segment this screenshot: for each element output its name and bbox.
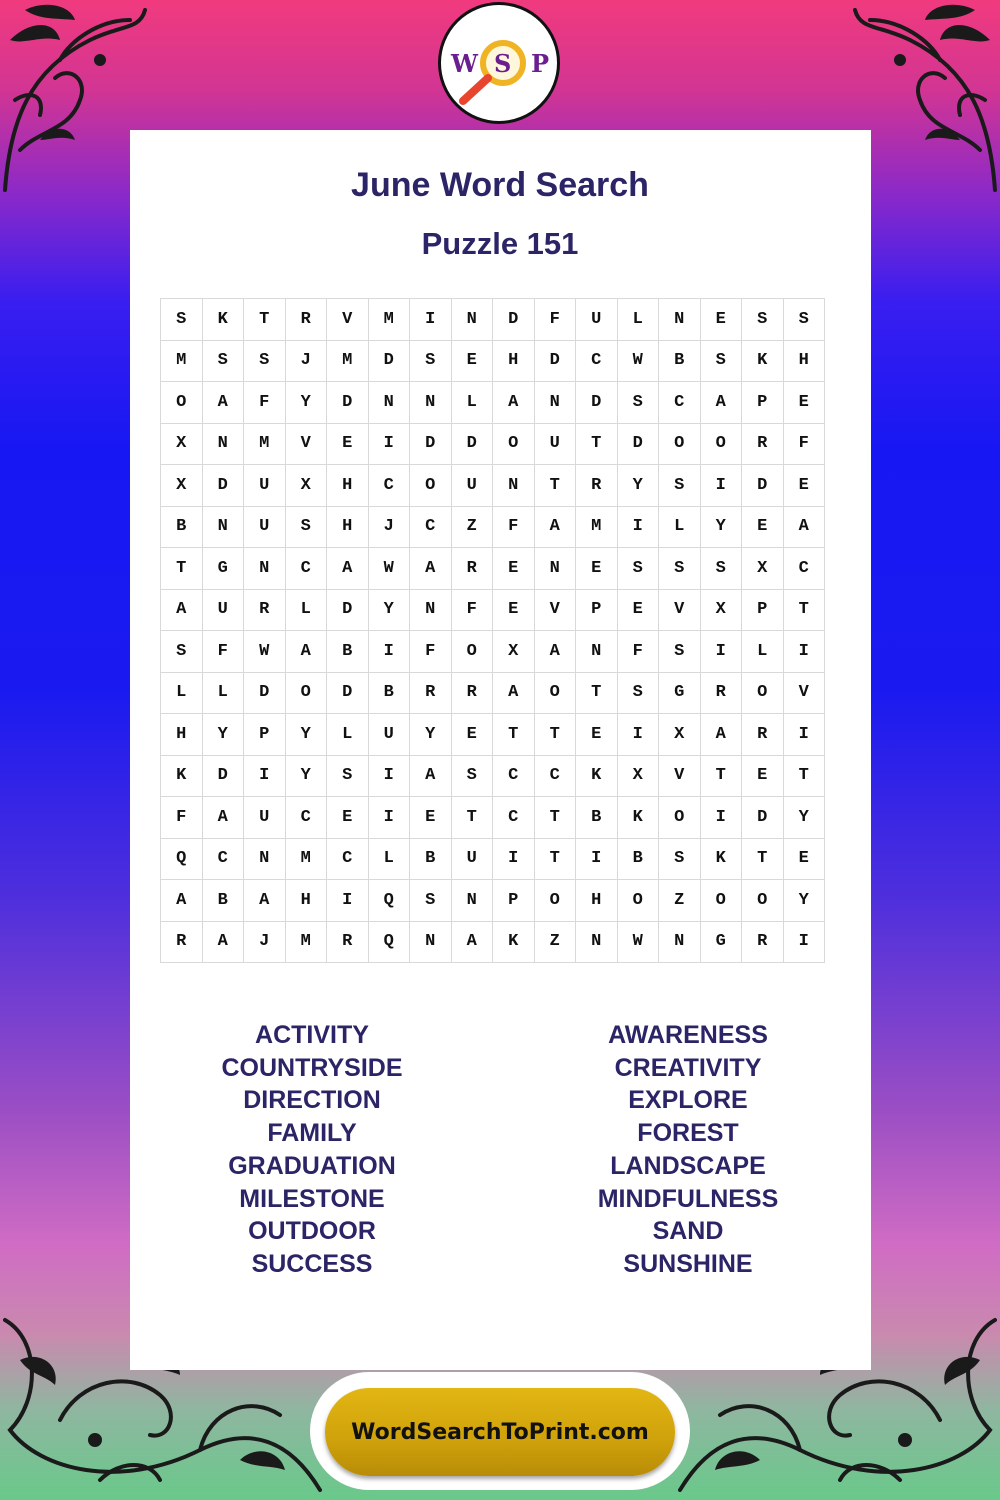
grid-cell[interactable]: L — [202, 672, 244, 714]
grid-cell[interactable]: D — [410, 423, 452, 465]
grid-cell[interactable]: M — [368, 299, 410, 341]
grid-cell[interactable]: F — [451, 589, 493, 631]
website-link[interactable]: WordSearchToPrint.com — [351, 1419, 649, 1445]
grid-cell[interactable]: B — [659, 340, 701, 382]
grid-cell[interactable]: U — [202, 589, 244, 631]
logo-letter-p: P — [531, 49, 550, 78]
grid-cell[interactable]: X — [161, 423, 203, 465]
grid-cell[interactable]: Z — [659, 880, 701, 922]
grid-cell[interactable]: D — [451, 423, 493, 465]
grid-cell[interactable]: I — [617, 506, 659, 548]
word-list-item: ACTIVITY — [255, 1021, 369, 1049]
grid-cell[interactable]: D — [202, 465, 244, 507]
grid-cell[interactable]: N — [534, 548, 576, 590]
grid-cell[interactable]: C — [493, 797, 535, 839]
grid-cell[interactable]: E — [451, 340, 493, 382]
page-title: June Word Search — [351, 166, 649, 204]
grid-cell[interactable]: H — [327, 506, 369, 548]
grid-cell[interactable]: M — [327, 340, 369, 382]
grid-cell[interactable]: S — [659, 631, 701, 673]
grid-cell[interactable]: N — [576, 631, 618, 673]
grid-cell[interactable]: S — [783, 299, 825, 341]
grid-cell[interactable]: M — [285, 838, 327, 880]
grid-cell[interactable]: X — [742, 548, 784, 590]
grid-cell[interactable]: T — [534, 714, 576, 756]
grid-cell[interactable]: O — [410, 465, 452, 507]
grid-cell[interactable]: W — [617, 921, 659, 963]
grid-cell[interactable]: B — [202, 880, 244, 922]
grid-cell[interactable]: Y — [368, 589, 410, 631]
grid-cell[interactable]: N — [244, 838, 286, 880]
grid-cell[interactable]: L — [161, 672, 203, 714]
word-list-item: DIRECTION — [243, 1086, 381, 1115]
grid-cell[interactable]: A — [700, 714, 742, 756]
grid-cell[interactable]: S — [617, 382, 659, 424]
grid-cell[interactable]: D — [493, 299, 535, 341]
grid-cell[interactable]: T — [534, 838, 576, 880]
grid-cell[interactable]: O — [659, 423, 701, 465]
grid-cell[interactable]: O — [493, 423, 535, 465]
grid-cell[interactable]: N — [493, 465, 535, 507]
grid-cell[interactable]: B — [368, 672, 410, 714]
grid-cell[interactable]: P — [742, 589, 784, 631]
grid-cell[interactable]: N — [534, 382, 576, 424]
grid-cell[interactable]: A — [202, 797, 244, 839]
word-list-item: COUNTRYSIDE — [221, 1053, 403, 1082]
grid-cell[interactable]: F — [202, 631, 244, 673]
grid-cell[interactable]: S — [659, 838, 701, 880]
word-list-item: SUCCESS — [251, 1249, 373, 1278]
grid-cell[interactable]: W — [368, 548, 410, 590]
grid-cell[interactable]: Y — [617, 465, 659, 507]
grid-cell[interactable]: I — [700, 797, 742, 839]
grid-cell[interactable]: R — [451, 672, 493, 714]
grid-cell[interactable]: C — [202, 838, 244, 880]
grid-cell[interactable]: E — [327, 423, 369, 465]
word-list-item: CREATIVITY — [614, 1053, 762, 1082]
grid-cell[interactable]: S — [617, 548, 659, 590]
grid-cell[interactable]: A — [202, 921, 244, 963]
grid-cell[interactable]: W — [617, 340, 659, 382]
grid-cell[interactable]: U — [576, 299, 618, 341]
grid-row — [161, 465, 825, 507]
grid-cell[interactable]: O — [617, 880, 659, 922]
grid-cell[interactable]: L — [659, 506, 701, 548]
grid-cell[interactable]: O — [700, 880, 742, 922]
grid-cell[interactable]: N — [451, 880, 493, 922]
grid-cell[interactable]: V — [783, 672, 825, 714]
grid-cell[interactable]: Y — [700, 506, 742, 548]
grid-cell[interactable]: T — [534, 465, 576, 507]
grid-cell[interactable]: E — [700, 299, 742, 341]
grid-cell[interactable]: C — [285, 548, 327, 590]
grid-cell[interactable]: U — [244, 465, 286, 507]
grid-cell[interactable]: P — [742, 382, 784, 424]
grid-cell[interactable]: R — [742, 714, 784, 756]
grid-cell[interactable]: S — [327, 755, 369, 797]
grid-cell[interactable]: I — [493, 838, 535, 880]
grid-cell[interactable]: S — [410, 340, 452, 382]
grid-cell[interactable]: R — [327, 921, 369, 963]
grid-cell[interactable]: T — [783, 755, 825, 797]
grid-cell[interactable]: P — [244, 714, 286, 756]
grid-cell[interactable]: E — [493, 589, 535, 631]
grid-cell[interactable]: H — [783, 340, 825, 382]
grid-cell[interactable]: I — [368, 755, 410, 797]
grid-cell[interactable]: R — [742, 921, 784, 963]
grid-cell[interactable]: O — [742, 880, 784, 922]
grid-cell[interactable]: D — [327, 589, 369, 631]
grid-cell[interactable]: S — [451, 755, 493, 797]
grid-cell[interactable]: A — [700, 382, 742, 424]
grid-cell[interactable]: X — [493, 631, 535, 673]
word-list-item: AWARENESS — [608, 1021, 768, 1049]
grid-cell[interactable]: C — [285, 797, 327, 839]
grid-cell[interactable]: T — [783, 589, 825, 631]
grid-cell[interactable]: S — [659, 548, 701, 590]
grid-cell[interactable]: R — [451, 548, 493, 590]
grid-cell[interactable]: E — [617, 589, 659, 631]
grid-cell[interactable]: F — [493, 506, 535, 548]
logo-letter-s: S — [494, 49, 512, 78]
grid-cell[interactable]: D — [617, 423, 659, 465]
grid-cell[interactable]: T — [742, 838, 784, 880]
grid-cell[interactable]: P — [576, 589, 618, 631]
grid-cell[interactable]: T — [493, 714, 535, 756]
grid-cell[interactable]: E — [783, 838, 825, 880]
grid-cell[interactable]: N — [368, 382, 410, 424]
grid-row — [161, 880, 825, 922]
grid-cell[interactable]: S — [202, 340, 244, 382]
grid-cell[interactable]: K — [742, 340, 784, 382]
grid-cell[interactable]: L — [617, 299, 659, 341]
grid-cell[interactable]: I — [617, 714, 659, 756]
grid-cell[interactable]: K — [493, 921, 535, 963]
word-list-item: SUNSHINE — [623, 1249, 753, 1278]
grid-row — [161, 548, 825, 590]
grid-cell[interactable]: F — [244, 382, 286, 424]
word-list-item: FOREST — [637, 1119, 739, 1148]
grid-cell[interactable]: D — [327, 672, 369, 714]
grid-cell[interactable]: R — [285, 299, 327, 341]
grid-row — [161, 506, 825, 548]
grid-cell[interactable]: A — [285, 631, 327, 673]
grid-cell[interactable]: X — [161, 465, 203, 507]
grid-cell[interactable]: X — [285, 465, 327, 507]
grid-cell[interactable]: I — [244, 755, 286, 797]
grid-cell[interactable]: O — [742, 672, 784, 714]
grid-cell[interactable]: T — [700, 755, 742, 797]
grid-cell[interactable]: I — [368, 423, 410, 465]
grid-row — [161, 631, 825, 673]
grid-cell[interactable]: D — [327, 382, 369, 424]
grid-cell[interactable]: U — [244, 797, 286, 839]
grid-cell[interactable]: N — [451, 299, 493, 341]
grid-row — [161, 714, 825, 756]
grid-cell[interactable]: N — [202, 423, 244, 465]
word-list-item: SAND — [652, 1217, 724, 1246]
grid-cell[interactable]: K — [700, 838, 742, 880]
grid-cell[interactable]: S — [742, 299, 784, 341]
grid-cell[interactable]: L — [368, 838, 410, 880]
grid-cell[interactable]: Y — [783, 797, 825, 839]
grid-cell[interactable]: Y — [783, 880, 825, 922]
grid-cell[interactable]: A — [161, 880, 203, 922]
grid-cell[interactable]: A — [202, 382, 244, 424]
grid-cell[interactable]: E — [576, 548, 618, 590]
grid-cell[interactable]: S — [700, 548, 742, 590]
grid-cell[interactable]: B — [410, 838, 452, 880]
grid-cell[interactable]: L — [327, 714, 369, 756]
grid-cell[interactable]: B — [327, 631, 369, 673]
grid-cell[interactable]: A — [534, 631, 576, 673]
grid-cell[interactable]: N — [576, 921, 618, 963]
grid-cell[interactable]: K — [617, 797, 659, 839]
word-list-item: EXPLORE — [628, 1086, 748, 1115]
grid-cell[interactable]: E — [493, 548, 535, 590]
grid-row — [161, 755, 825, 797]
grid-cell[interactable]: A — [493, 672, 535, 714]
grid-cell[interactable]: K — [576, 755, 618, 797]
grid-cell[interactable]: E — [410, 797, 452, 839]
grid-row — [161, 672, 825, 714]
grid-cell[interactable]: V — [534, 589, 576, 631]
grid-cell[interactable]: O — [534, 880, 576, 922]
grid-cell[interactable]: K — [161, 755, 203, 797]
grid-cell[interactable]: A — [410, 548, 452, 590]
grid-row — [161, 838, 825, 880]
grid-cell[interactable]: N — [659, 921, 701, 963]
grid-cell[interactable]: V — [285, 423, 327, 465]
grid-cell[interactable]: J — [285, 340, 327, 382]
grid-cell[interactable]: D — [576, 382, 618, 424]
logo-letter-w: W — [451, 49, 478, 78]
grid-cell[interactable]: C — [368, 465, 410, 507]
grid-cell[interactable]: O — [161, 382, 203, 424]
grid-cell[interactable]: U — [244, 506, 286, 548]
grid-cell[interactable]: B — [161, 506, 203, 548]
grid-row — [161, 589, 825, 631]
grid-cell[interactable]: Y — [202, 714, 244, 756]
grid-cell[interactable]: I — [410, 299, 452, 341]
grid-row — [161, 921, 825, 963]
grid-row — [161, 299, 825, 341]
grid-cell[interactable]: G — [659, 672, 701, 714]
grid-cell[interactable]: A — [783, 506, 825, 548]
grid-cell[interactable]: N — [410, 382, 452, 424]
grid-cell[interactable]: E — [742, 755, 784, 797]
grid-cell[interactable]: H — [576, 880, 618, 922]
grid-cell[interactable]: V — [327, 299, 369, 341]
grid-cell[interactable]: U — [534, 423, 576, 465]
grid-cell[interactable]: D — [368, 340, 410, 382]
grid-cell[interactable]: R — [410, 672, 452, 714]
grid-cell[interactable]: T — [576, 672, 618, 714]
grid-cell[interactable]: S — [161, 631, 203, 673]
grid-cell[interactable]: U — [451, 465, 493, 507]
grid-cell[interactable]: C — [327, 838, 369, 880]
grid-cell[interactable]: S — [659, 465, 701, 507]
grid-cell[interactable]: O — [534, 672, 576, 714]
grid-row — [161, 340, 825, 382]
grid-cell[interactable]: C — [576, 340, 618, 382]
grid-cell[interactable]: I — [700, 465, 742, 507]
grid-cell[interactable]: E — [327, 797, 369, 839]
grid-cell[interactable]: I — [327, 880, 369, 922]
grid-cell[interactable]: E — [783, 465, 825, 507]
grid-cell[interactable]: F — [410, 631, 452, 673]
grid-cell[interactable]: L — [742, 631, 784, 673]
grid-cell[interactable]: R — [244, 589, 286, 631]
grid-cell[interactable]: T — [576, 423, 618, 465]
website-button[interactable] — [325, 1388, 675, 1476]
grid-cell[interactable]: M — [161, 340, 203, 382]
grid-cell[interactable]: U — [451, 838, 493, 880]
grid-cell[interactable]: D — [202, 755, 244, 797]
grid-cell[interactable]: H — [161, 714, 203, 756]
grid-cell[interactable]: O — [451, 631, 493, 673]
grid-cell[interactable]: I — [783, 631, 825, 673]
grid-cell[interactable]: N — [244, 548, 286, 590]
grid-cell[interactable]: A — [493, 382, 535, 424]
grid-cell[interactable]: Q — [368, 880, 410, 922]
grid-cell[interactable]: D — [742, 797, 784, 839]
grid-cell[interactable]: B — [617, 838, 659, 880]
grid-cell[interactable]: F — [617, 631, 659, 673]
grid-cell[interactable]: X — [700, 589, 742, 631]
grid-cell[interactable]: O — [285, 672, 327, 714]
grid-cell[interactable]: A — [410, 755, 452, 797]
grid-cell[interactable]: J — [368, 506, 410, 548]
grid-cell[interactable]: X — [659, 714, 701, 756]
grid-row — [161, 423, 825, 465]
grid-cell[interactable]: U — [368, 714, 410, 756]
grid-cell[interactable]: D — [742, 465, 784, 507]
grid-cell[interactable]: Y — [285, 755, 327, 797]
grid-cell[interactable]: P — [493, 880, 535, 922]
grid-cell[interactable]: Q — [368, 921, 410, 963]
grid-cell[interactable]: Y — [410, 714, 452, 756]
grid-cell[interactable]: R — [161, 921, 203, 963]
grid-cell[interactable]: F — [783, 423, 825, 465]
word-list-item: GRADUATION — [228, 1151, 396, 1180]
grid-cell[interactable]: I — [783, 921, 825, 963]
grid-cell[interactable]: C — [410, 506, 452, 548]
grid-cell[interactable]: N — [659, 299, 701, 341]
grid-cell[interactable]: E — [576, 714, 618, 756]
grid-cell[interactable]: I — [783, 714, 825, 756]
grid-cell[interactable]: N — [202, 506, 244, 548]
grid-cell[interactable]: X — [617, 755, 659, 797]
grid-cell[interactable]: A — [534, 506, 576, 548]
grid-cell[interactable]: F — [534, 299, 576, 341]
grid-cell[interactable]: F — [161, 797, 203, 839]
grid-cell[interactable]: I — [700, 631, 742, 673]
grid-cell[interactable]: A — [451, 921, 493, 963]
grid-cell[interactable]: Y — [285, 382, 327, 424]
grid-cell[interactable]: T — [244, 299, 286, 341]
grid-row — [161, 382, 825, 424]
grid-cell[interactable]: L — [285, 589, 327, 631]
grid-cell[interactable]: O — [700, 423, 742, 465]
grid-cell[interactable]: I — [368, 797, 410, 839]
grid-cell[interactable]: C — [783, 548, 825, 590]
word-list-item: LANDSCAPE — [610, 1151, 766, 1180]
grid-cell[interactable]: M — [576, 506, 618, 548]
grid-cell[interactable]: E — [451, 714, 493, 756]
grid-cell[interactable]: I — [576, 838, 618, 880]
grid-cell[interactable]: K — [202, 299, 244, 341]
grid-cell[interactable]: A — [161, 589, 203, 631]
grid-cell[interactable]: W — [244, 631, 286, 673]
word-list-left — [152, 1019, 472, 1281]
grid-cell[interactable]: V — [659, 755, 701, 797]
grid-cell[interactable]: B — [576, 797, 618, 839]
grid-row — [161, 797, 825, 839]
grid-cell[interactable]: H — [285, 880, 327, 922]
grid-cell[interactable]: D — [244, 672, 286, 714]
grid-cell[interactable]: V — [659, 589, 701, 631]
grid-cell[interactable]: Z — [534, 921, 576, 963]
grid-cell[interactable]: R — [576, 465, 618, 507]
grid-cell[interactable]: N — [410, 589, 452, 631]
grid-cell[interactable]: D — [534, 340, 576, 382]
word-list-right — [528, 1019, 848, 1281]
grid-cell[interactable]: J — [244, 921, 286, 963]
grid-cell[interactable]: T — [451, 797, 493, 839]
letter-grid — [160, 298, 825, 963]
word-list-item: MINDFULNESS — [597, 1184, 779, 1213]
grid-cell[interactable]: L — [451, 382, 493, 424]
grid-cell[interactable]: R — [742, 423, 784, 465]
grid-cell[interactable]: G — [700, 921, 742, 963]
grid-cell[interactable]: C — [493, 755, 535, 797]
grid-cell[interactable]: S — [244, 340, 286, 382]
word-list-item: MILESTONE — [239, 1184, 385, 1213]
puzzle-number: Puzzle 151 — [421, 226, 579, 261]
grid-cell[interactable]: G — [202, 548, 244, 590]
grid-cell[interactable]: H — [327, 465, 369, 507]
grid-cell[interactable]: S — [285, 506, 327, 548]
grid-cell[interactable]: C — [534, 755, 576, 797]
wsp-logo[interactable] — [438, 2, 560, 124]
grid-cell[interactable]: C — [659, 382, 701, 424]
grid-cell[interactable]: N — [410, 921, 452, 963]
grid-cell[interactable]: S — [410, 880, 452, 922]
grid-cell[interactable]: O — [659, 797, 701, 839]
grid-cell[interactable]: Z — [451, 506, 493, 548]
grid-cell[interactable]: E — [742, 506, 784, 548]
word-list-item: OUTDOOR — [248, 1217, 376, 1246]
grid-cell[interactable]: S — [161, 299, 203, 341]
grid-cell[interactable]: S — [700, 340, 742, 382]
grid-cell[interactable]: E — [783, 382, 825, 424]
grid-cell[interactable]: I — [368, 631, 410, 673]
grid-cell[interactable]: M — [285, 921, 327, 963]
grid-cell[interactable]: T — [534, 797, 576, 839]
grid-cell[interactable]: S — [617, 672, 659, 714]
grid-cell[interactable]: M — [244, 423, 286, 465]
grid-cell[interactable]: T — [161, 548, 203, 590]
grid-cell[interactable]: H — [493, 340, 535, 382]
grid-cell[interactable]: Y — [285, 714, 327, 756]
grid-cell[interactable]: R — [700, 672, 742, 714]
grid-cell[interactable]: A — [244, 880, 286, 922]
word-list-item: FAMILY — [267, 1119, 357, 1148]
grid-cell[interactable]: Q — [161, 838, 203, 880]
grid-cell[interactable]: A — [327, 548, 369, 590]
